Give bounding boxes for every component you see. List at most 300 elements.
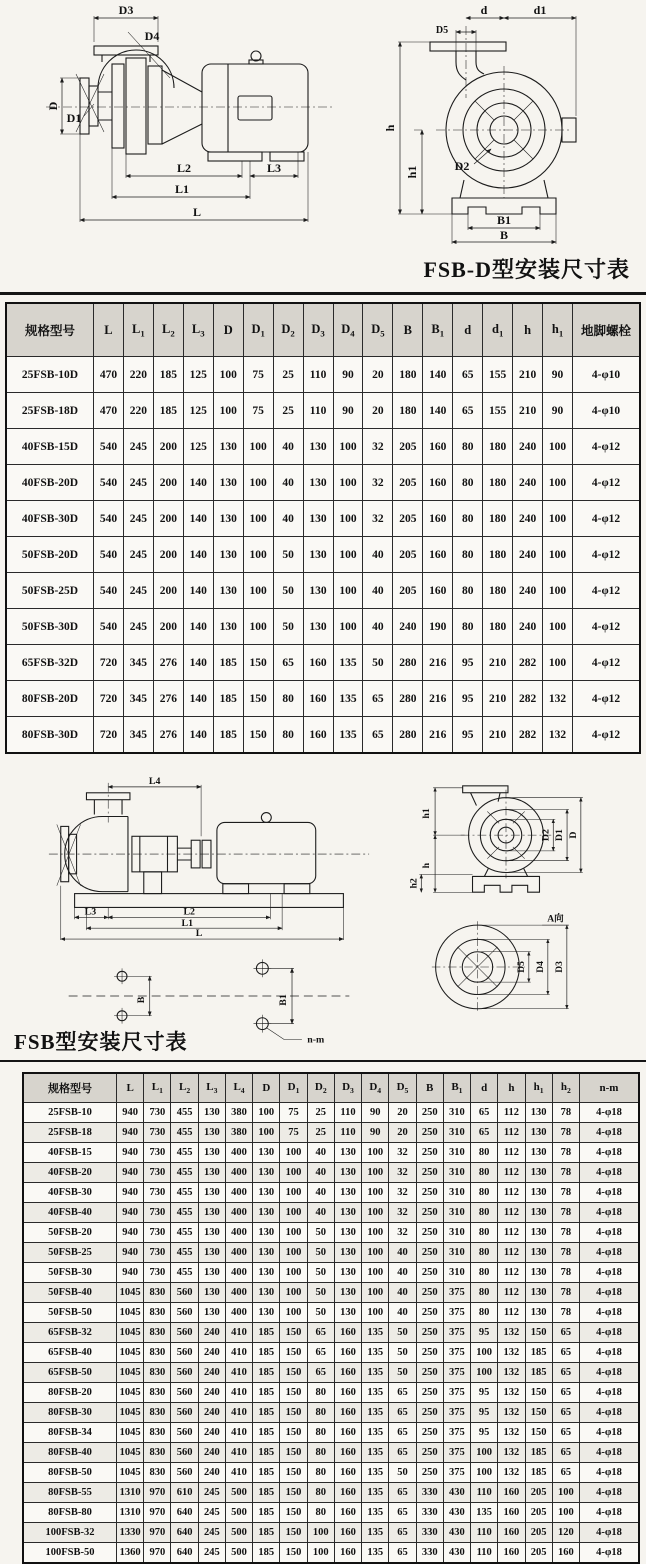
table-cell: 280 [393, 645, 423, 681]
table-cell: 20 [363, 393, 393, 429]
flange-cross-marks [76, 32, 170, 132]
table-cell: 250 [416, 1283, 443, 1303]
table-cell: 205 [525, 1543, 552, 1564]
table-cell: 65 [552, 1443, 579, 1463]
table-cell: 970 [144, 1483, 171, 1503]
table-cell: 130 [213, 537, 243, 573]
table-cell: 375 [443, 1283, 470, 1303]
table-cell: 250 [416, 1423, 443, 1443]
table-cell: 830 [144, 1303, 171, 1323]
table-cell: 1045 [117, 1463, 144, 1483]
table-cell: 75 [243, 393, 273, 429]
table-cell: 135 [362, 1363, 389, 1383]
table-cell: 430 [443, 1503, 470, 1523]
table-cell: 410 [225, 1343, 252, 1363]
table-cell: 100 [471, 1343, 498, 1363]
table-cell: 375 [443, 1303, 470, 1323]
table-cell: 185 [253, 1483, 280, 1503]
model-cell: 65FSB-32 [23, 1323, 117, 1343]
column-header: $B_1$ [443, 1073, 470, 1103]
fsb-front-view-drawing [407, 776, 605, 906]
table-cell: 345 [123, 645, 153, 681]
table-cell: 345 [123, 717, 153, 754]
table-cell: 540 [94, 573, 124, 609]
column-header: $h_2$ [552, 1073, 579, 1103]
table-row [23, 1463, 639, 1483]
model-cell: 65FSB-40 [23, 1343, 117, 1363]
table-cell: 180 [393, 357, 423, 393]
column-header: L [117, 1073, 144, 1103]
table-cell: 220 [123, 393, 153, 429]
table-cell: 1045 [117, 1303, 144, 1323]
table-cell: 240 [198, 1363, 225, 1383]
table-cell: 50 [389, 1363, 416, 1383]
table-cell: 455 [171, 1263, 198, 1283]
table-cell: 940 [117, 1263, 144, 1283]
model-cell: 40FSB-40 [23, 1203, 117, 1223]
table-cell: 730 [144, 1223, 171, 1243]
table-cell: 330 [416, 1503, 443, 1523]
table-cell: 130 [334, 1143, 361, 1163]
table-row [23, 1423, 639, 1443]
table-cell: 130 [253, 1223, 280, 1243]
column-header: 规格型号 [23, 1073, 117, 1103]
table-cell: 160 [498, 1483, 525, 1503]
table-cell: 1045 [117, 1383, 144, 1403]
model-cell: 40FSB-20 [23, 1163, 117, 1183]
table-row [23, 1283, 639, 1303]
table-cell: 32 [363, 501, 393, 537]
model-cell: 50FSB-30D [6, 609, 94, 645]
table-cell: 940 [117, 1143, 144, 1163]
table-cell: 100 [471, 1443, 498, 1463]
table-cell: 90 [333, 357, 363, 393]
table-cell: 140 [183, 681, 213, 717]
dim-label-d: D [46, 101, 60, 111]
dim-label-l1: L1 [181, 918, 194, 930]
table-cell: 830 [144, 1323, 171, 1343]
table-cell: 180 [483, 573, 513, 609]
table-cell: 50 [389, 1463, 416, 1483]
table-row [23, 1223, 639, 1243]
table-cell: 50 [307, 1263, 334, 1283]
table-cell: 4-φ12 [573, 501, 641, 537]
table-cell: 4-φ12 [573, 573, 641, 609]
table-cell: 345 [123, 681, 153, 717]
table-cell: 100 [333, 465, 363, 501]
table-cell: 200 [153, 429, 183, 465]
table-cell: 730 [144, 1123, 171, 1143]
table-cell: 200 [153, 465, 183, 501]
table-cell: 830 [144, 1383, 171, 1403]
table-cell: 245 [123, 537, 153, 573]
table-cell: 205 [525, 1483, 552, 1503]
table-cell: 250 [416, 1123, 443, 1143]
table-cell: 410 [225, 1403, 252, 1423]
table-cell: 78 [552, 1143, 579, 1163]
pump-motor-outline [80, 46, 308, 161]
header-row [6, 303, 640, 357]
table-cell: 180 [483, 429, 513, 465]
table-cell: 310 [443, 1103, 470, 1123]
table-cell: 135 [471, 1503, 498, 1523]
model-cell: 40FSB-30D [6, 501, 94, 537]
table-cell: 95 [453, 645, 483, 681]
model-cell: 50FSB-20 [23, 1223, 117, 1243]
table-cell: 125 [183, 393, 213, 429]
title-rule [0, 1060, 646, 1062]
table-cell: 160 [423, 465, 453, 501]
table-cell: 130 [198, 1163, 225, 1183]
table-cell: 250 [416, 1143, 443, 1163]
table-cell: 100 [543, 537, 573, 573]
dim-label-b1: B1 [496, 213, 512, 227]
dim-label-h: h [421, 862, 433, 869]
table-cell: 130 [303, 501, 333, 537]
model-cell: 80FSB-80 [23, 1503, 117, 1523]
dim-label-l4: L4 [148, 776, 161, 787]
table-cell: 160 [334, 1523, 361, 1543]
table-cell: 200 [153, 573, 183, 609]
table-row [6, 393, 640, 429]
table-cell: 210 [483, 717, 513, 754]
table-cell: 100 [243, 501, 273, 537]
table-cell: 130 [303, 573, 333, 609]
table-cell: 150 [280, 1543, 307, 1564]
table-cell: 130 [303, 465, 333, 501]
table-cell: 135 [362, 1423, 389, 1443]
table-cell: 150 [525, 1383, 552, 1403]
table-cell: 940 [117, 1243, 144, 1263]
table-cell: 282 [513, 681, 543, 717]
table-cell: 4-φ18 [580, 1503, 640, 1523]
table-row [23, 1503, 639, 1523]
table-cell: 205 [393, 465, 423, 501]
model-cell: 40FSB-15D [6, 429, 94, 465]
fsbd-dimension-drawings [0, 2, 646, 252]
table-cell: 455 [171, 1203, 198, 1223]
table-cell: 276 [153, 681, 183, 717]
column-header: $D_1$ [280, 1073, 307, 1103]
table-cell: 112 [498, 1203, 525, 1223]
table-cell: 100 [333, 609, 363, 645]
table-cell: 65 [453, 393, 483, 429]
table-cell: 130 [303, 609, 333, 645]
table-cell: 100 [362, 1143, 389, 1163]
table-cell: 940 [117, 1163, 144, 1183]
table-cell: 180 [483, 537, 513, 573]
table-cell: 130 [334, 1203, 361, 1223]
table-cell: 80 [471, 1303, 498, 1323]
table-row [6, 465, 640, 501]
table-cell: 730 [144, 1163, 171, 1183]
table-cell: 80 [307, 1443, 334, 1463]
column-header: D [253, 1073, 280, 1103]
table-cell: 375 [443, 1443, 470, 1463]
table-cell: 65 [389, 1483, 416, 1503]
table-cell: 78 [552, 1243, 579, 1263]
a-view-label: A向 [547, 914, 564, 925]
table-cell: 130 [198, 1223, 225, 1243]
column-header: $L_3$ [183, 303, 213, 357]
table-cell: 216 [423, 681, 453, 717]
table-cell: 940 [117, 1103, 144, 1123]
dim-label-h: h [383, 124, 397, 132]
table-cell: 185 [153, 357, 183, 393]
table-cell: 65 [273, 645, 303, 681]
table-cell: 120 [552, 1523, 579, 1543]
table-cell: 130 [525, 1283, 552, 1303]
table-cell: 100 [471, 1363, 498, 1383]
table-cell: 150 [525, 1323, 552, 1343]
table-row [6, 501, 640, 537]
table-row [23, 1543, 639, 1564]
table-cell: 250 [416, 1203, 443, 1223]
table-cell: 4-φ18 [580, 1543, 640, 1564]
fsb-table-title: FSB型安装尺寸表 [14, 1030, 188, 1054]
table-cell: 40 [389, 1283, 416, 1303]
table-cell: 50 [273, 537, 303, 573]
table-cell: 720 [94, 645, 124, 681]
table-cell: 80 [307, 1423, 334, 1443]
model-cell: 25FSB-18 [23, 1123, 117, 1143]
table-cell: 240 [198, 1443, 225, 1463]
table-cell: 4-φ18 [580, 1143, 640, 1163]
table-cell: 100 [280, 1243, 307, 1263]
table-cell: 160 [552, 1543, 579, 1564]
table-row [23, 1363, 639, 1383]
table-cell: 730 [144, 1183, 171, 1203]
table-cell: 185 [525, 1463, 552, 1483]
table-cell: 95 [471, 1423, 498, 1443]
pump-motor-baseplate-outline [61, 793, 344, 908]
table-cell: 4-φ12 [573, 465, 641, 501]
table-cell: 78 [552, 1123, 579, 1143]
column-header: $D_2$ [273, 303, 303, 357]
table-cell: 132 [498, 1403, 525, 1423]
table-cell: 130 [213, 609, 243, 645]
fsbd-table-title: FSB-D型安装尺寸表 [423, 257, 630, 282]
table-cell: 100 [552, 1483, 579, 1503]
table-cell: 80 [453, 465, 483, 501]
table-cell: 80 [453, 537, 483, 573]
table-cell: 250 [416, 1463, 443, 1483]
table-cell: 78 [552, 1263, 579, 1283]
table-cell: 205 [393, 501, 423, 537]
table-cell: 160 [498, 1503, 525, 1523]
table-cell: 100 [280, 1163, 307, 1183]
model-cell: 80FSB-30D [6, 717, 94, 754]
table-cell: 940 [117, 1203, 144, 1223]
table-cell: 130 [525, 1103, 552, 1123]
fsbd-side-view-drawing [32, 2, 342, 247]
table-cell: 132 [543, 681, 573, 717]
table-cell: 375 [443, 1343, 470, 1363]
table-cell: 180 [483, 609, 513, 645]
title-rule [0, 292, 646, 295]
table-cell: 80 [471, 1243, 498, 1263]
table-cell: 455 [171, 1243, 198, 1263]
table-cell: 560 [171, 1363, 198, 1383]
table-cell: 112 [498, 1303, 525, 1323]
model-cell: 50FSB-30 [23, 1263, 117, 1283]
table-cell: 940 [117, 1223, 144, 1243]
table-cell: 730 [144, 1243, 171, 1263]
table-cell: 190 [423, 609, 453, 645]
table-cell: 1045 [117, 1403, 144, 1423]
table-cell: 130 [198, 1183, 225, 1203]
table-cell: 80 [307, 1383, 334, 1403]
table-cell: 20 [389, 1123, 416, 1143]
table-cell: 80 [471, 1223, 498, 1243]
table-cell: 100 [333, 573, 363, 609]
table-row [23, 1383, 639, 1403]
table-cell: 830 [144, 1443, 171, 1463]
table-cell: 140 [183, 465, 213, 501]
table-row [23, 1523, 639, 1543]
table-cell: 130 [198, 1203, 225, 1223]
table-cell: 330 [416, 1543, 443, 1564]
table-cell: 80 [453, 429, 483, 465]
table-cell: 130 [253, 1283, 280, 1303]
table-cell: 250 [416, 1443, 443, 1463]
table-cell: 4-φ12 [573, 645, 641, 681]
table-cell: 4-φ18 [580, 1103, 640, 1123]
table-cell: 20 [363, 357, 393, 393]
table-cell: 1330 [117, 1523, 144, 1543]
table-cell: 132 [498, 1423, 525, 1443]
table-cell: 400 [225, 1263, 252, 1283]
fsbd-front-view-drawing [364, 2, 614, 247]
table-cell: 130 [198, 1123, 225, 1143]
fsb-dimension-table [22, 1072, 640, 1564]
centerlines [432, 921, 528, 1012]
table-cell: 540 [94, 465, 124, 501]
table-cell: 4-φ10 [573, 357, 641, 393]
table-cell: 4-φ18 [580, 1163, 640, 1183]
table-cell: 4-φ18 [580, 1363, 640, 1383]
table-cell: 65 [389, 1383, 416, 1403]
table-cell: 540 [94, 537, 124, 573]
table-cell: 250 [416, 1323, 443, 1343]
model-cell: 50FSB-20D [6, 537, 94, 573]
table-cell: 78 [552, 1183, 579, 1203]
column-header: $L_3$ [198, 1073, 225, 1103]
table-cell: 90 [543, 393, 573, 429]
table-cell: 100 [253, 1103, 280, 1123]
table-cell: 130 [213, 573, 243, 609]
table-cell: 100 [362, 1263, 389, 1283]
table-cell: 100 [280, 1303, 307, 1323]
table-row [23, 1443, 639, 1463]
table-cell: 160 [303, 681, 333, 717]
table-cell: 730 [144, 1103, 171, 1123]
dim-label-d5: D5 [517, 961, 528, 973]
column-header: 规格型号 [6, 303, 94, 357]
table-cell: 100 [362, 1243, 389, 1263]
table-cell: 25 [307, 1123, 334, 1143]
table-cell: 130 [253, 1183, 280, 1203]
column-header: $D_5$ [363, 303, 393, 357]
table-cell: 100 [543, 501, 573, 537]
table-cell: 100 [243, 429, 273, 465]
dim-label-d3: D3 [555, 961, 566, 973]
table-cell: 245 [123, 573, 153, 609]
table-cell: 100 [362, 1223, 389, 1243]
table-cell: 130 [334, 1263, 361, 1283]
dim-label-b: B [499, 228, 509, 242]
table-cell: 310 [443, 1163, 470, 1183]
table-cell: 640 [171, 1523, 198, 1543]
table-cell: 400 [225, 1163, 252, 1183]
table-cell: 185 [213, 681, 243, 717]
column-header: D [213, 303, 243, 357]
table-cell: 65 [552, 1343, 579, 1363]
dim-label-d: d [480, 3, 488, 17]
dim-label-d1: d1 [533, 3, 547, 17]
table-cell: 130 [334, 1183, 361, 1203]
table-cell: 410 [225, 1383, 252, 1403]
column-header: $h_1$ [525, 1073, 552, 1103]
table-cell: 65 [552, 1383, 579, 1403]
table-cell: 4-φ18 [580, 1283, 640, 1303]
table-cell: 40 [389, 1243, 416, 1263]
table-cell: 78 [552, 1203, 579, 1223]
table-cell: 75 [243, 357, 273, 393]
table-cell: 410 [225, 1423, 252, 1443]
table-cell: 830 [144, 1423, 171, 1443]
table-cell: 185 [525, 1443, 552, 1463]
table-cell: 40 [307, 1183, 334, 1203]
table-cell: 78 [552, 1223, 579, 1243]
table-cell: 150 [280, 1523, 307, 1543]
table-cell: 205 [525, 1503, 552, 1523]
table-cell: 185 [253, 1363, 280, 1383]
table-cell: 250 [416, 1183, 443, 1203]
table-cell: 240 [513, 429, 543, 465]
table-cell: 160 [423, 501, 453, 537]
table-cell: 65 [552, 1363, 579, 1383]
table-cell: 130 [198, 1263, 225, 1283]
table-cell: 130 [525, 1243, 552, 1263]
table-cell: 135 [333, 681, 363, 717]
table-row [6, 537, 640, 573]
table-cell: 160 [303, 645, 333, 681]
table-cell: 40 [389, 1263, 416, 1283]
table-cell: 160 [334, 1503, 361, 1523]
table-cell: 240 [513, 537, 543, 573]
table-cell: 112 [498, 1263, 525, 1283]
table-cell: 4-φ18 [580, 1223, 640, 1243]
table-cell: 40 [307, 1203, 334, 1223]
table-cell: 4-φ18 [580, 1323, 640, 1343]
table-cell: 455 [171, 1163, 198, 1183]
table-cell: 200 [153, 609, 183, 645]
table-cell: 380 [225, 1123, 252, 1143]
table-cell: 65 [307, 1343, 334, 1363]
table-cell: 310 [443, 1183, 470, 1203]
table-cell: 1310 [117, 1503, 144, 1523]
table-cell: 80 [307, 1483, 334, 1503]
table-cell: 50 [363, 645, 393, 681]
table-cell: 1045 [117, 1343, 144, 1363]
model-cell: 50FSB-50 [23, 1303, 117, 1323]
table-cell: 160 [334, 1383, 361, 1403]
table-cell: 210 [483, 645, 513, 681]
table-cell: 32 [389, 1143, 416, 1163]
table-cell: 140 [183, 609, 213, 645]
dim-label-d2: D2 [454, 159, 470, 173]
